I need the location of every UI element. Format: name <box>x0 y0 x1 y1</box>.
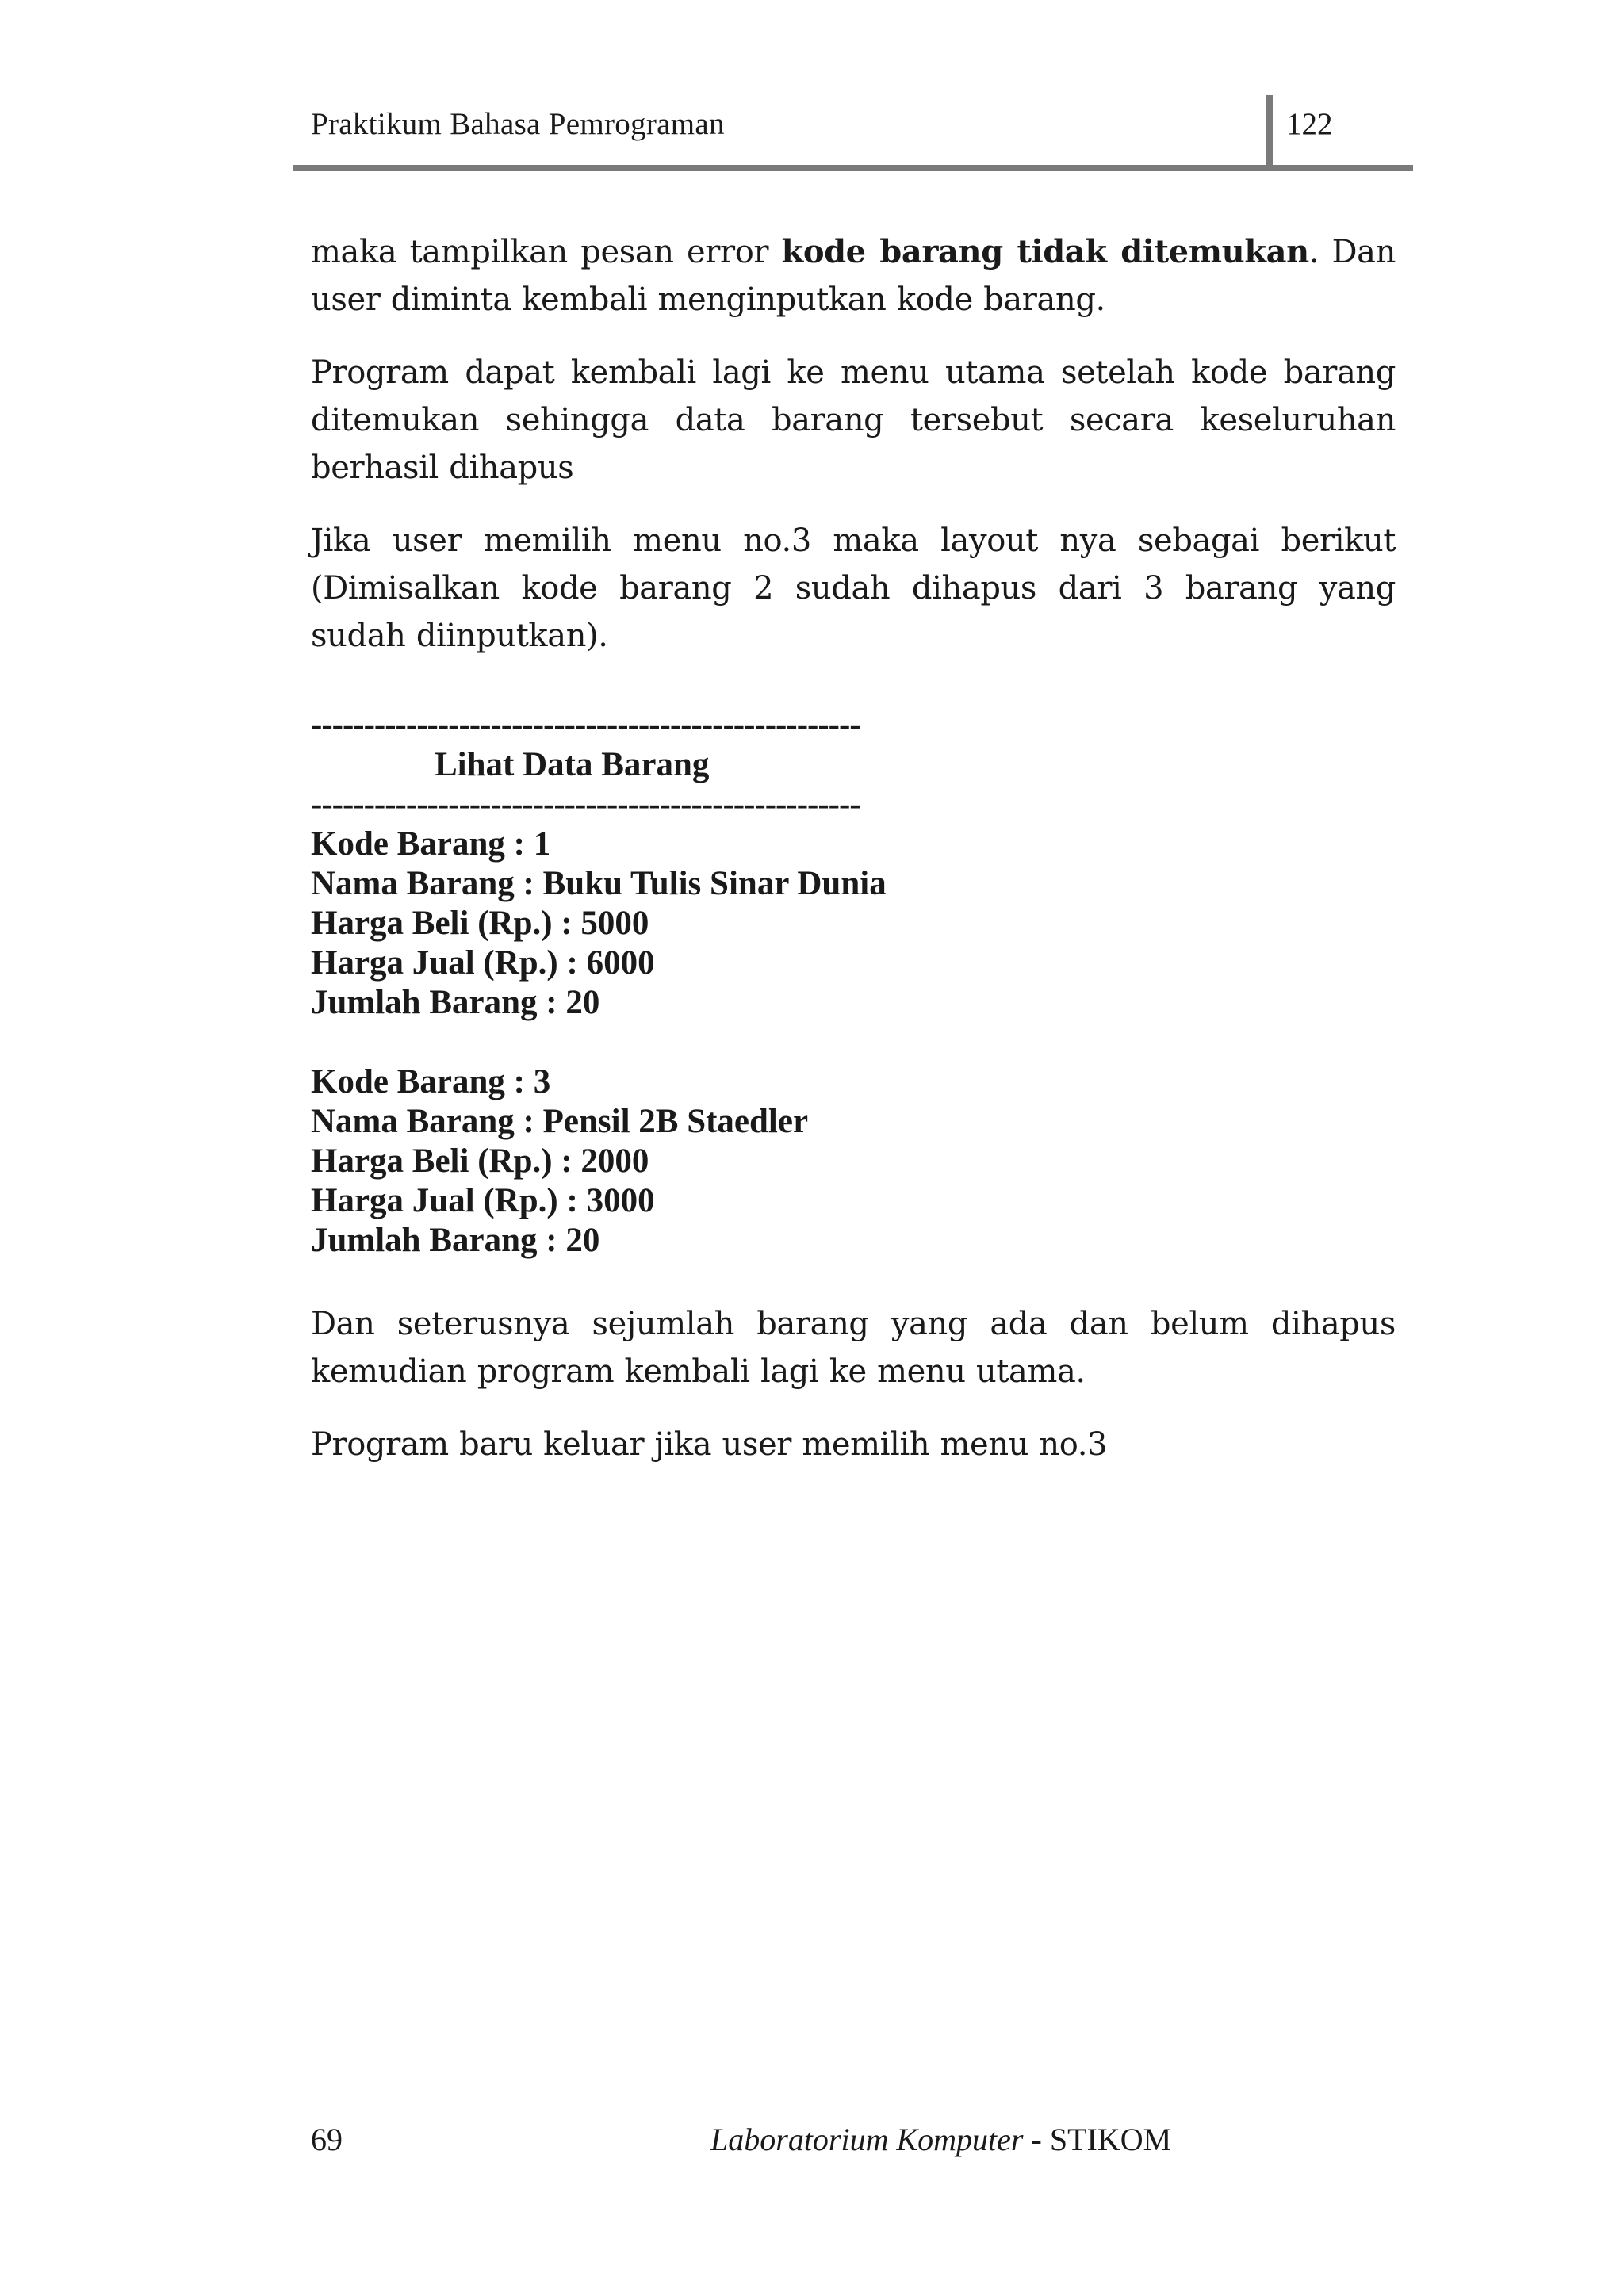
paragraph-exit: Program baru keluar jika user memilih menu no.3 <box>311 1426 1108 1463</box>
footer-lab-name <box>710 2121 1171 2158</box>
record-item <box>311 825 1396 1023</box>
footer-page-number: 69 <box>311 2122 343 2157</box>
dash-separator-bottom: ---------------------------------------------------- <box>311 786 860 823</box>
header-vertical-rule <box>1266 95 1273 168</box>
paragraph-error-message <box>311 228 1396 323</box>
paragraph-continue: Dan seterusnya sejumlah barang yang ada dan belum dihapus kemudian program kembali lagi ke menu utama. <box>311 1306 1396 1390</box>
header-page-number: 122 <box>1286 107 1333 141</box>
paragraph-text: maka tampilkan pesan error <box>311 234 782 270</box>
record-jumlah: Jumlah Barang : 20 <box>311 984 600 1021</box>
record-jumlah: Jumlah Barang : 20 <box>311 1222 600 1259</box>
record-kode: Kode Barang : 1 <box>311 825 551 863</box>
footer-lab-rest: - STIKOM <box>1023 2122 1172 2157</box>
header-title: Praktikum Bahasa Pemrograman <box>311 107 725 141</box>
record-harga-jual: Harga Jual (Rp.) : 6000 <box>311 944 655 982</box>
error-message-bold: kode barang tidak ditemukan <box>781 233 1309 270</box>
paragraph-text: . Dan user diminta kembali menginputkan kode barang. <box>311 234 1396 318</box>
record-spacer <box>311 1023 1396 1062</box>
record-nama: Nama Barang : Pensil 2B Staedler <box>311 1103 809 1140</box>
paragraph-menu-3: Jika user memilih menu no.3 maka layout nya sebagai berikut (Dimisalkan kode barang 2 sudah dihapus dari 3 barang yang sudah diinputkan). <box>311 522 1396 654</box>
record-item <box>311 1062 1396 1261</box>
record-harga-beli: Harga Beli (Rp.) : 5000 <box>311 905 649 942</box>
record-harga-jual: Harga Jual (Rp.) : 3000 <box>311 1182 655 1219</box>
record-kode: Kode Barang : 3 <box>311 1063 551 1100</box>
footer-lab-italic: Laboratorium Komputer <box>710 2122 1024 2157</box>
layout-example <box>311 706 1396 1261</box>
record-harga-beli: Harga Beli (Rp.) : 2000 <box>311 1142 649 1180</box>
layout-title: Lihat Data Barang <box>435 746 710 783</box>
paragraph-return-menu: Program dapat kembali lagi ke menu utama setelah kode barang ditemukan sehingga data barang tersebut secara keseluruhan berhasil dihapus <box>311 354 1396 486</box>
dash-separator-top: ---------------------------------------------------- <box>311 706 860 744</box>
record-nama: Nama Barang : Buku Tulis Sinar Dunia <box>311 865 887 902</box>
header-horizontal-rule <box>293 165 1413 171</box>
page-content <box>311 228 1396 1494</box>
